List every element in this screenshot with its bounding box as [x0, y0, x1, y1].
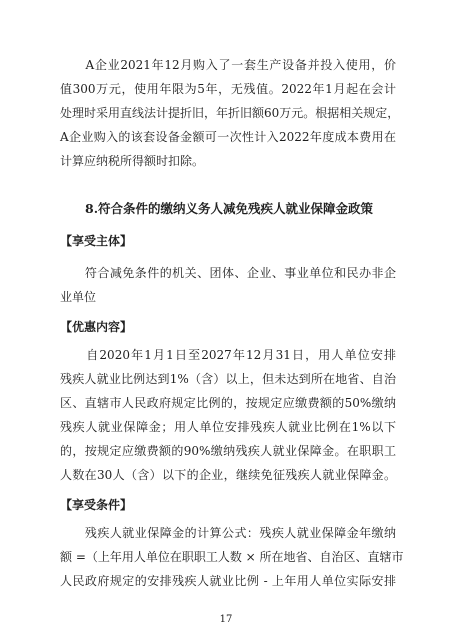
content-heading: 【优惠内容】: [60, 320, 133, 334]
content-line-2: 残疾人就业比例达到1%（含）以上，但未达到所在地省、自治: [60, 372, 396, 386]
example-line-3: 处理时采用直线法计提折旧，年折旧额60万元。根据相关规定，: [60, 106, 400, 120]
content-line-3: 区、直辖市人民政府规定比例的，按规定应缴费额的50%缴纳: [60, 396, 396, 410]
page-number: 17: [219, 614, 233, 625]
conditions-line-3: 人民政府规定的安排残疾人就业比例 - 上年用人单位实际安排: [60, 574, 396, 588]
beneficiary-heading: 【享受主体】: [60, 234, 133, 248]
example-line-1: A企业2021年12月购入了一套生产设备并投入使用，价: [60, 58, 396, 72]
conditions-heading: 【享受条件】: [60, 498, 133, 512]
beneficiary-line-1: 符合减免条件的机关、团体、企业、事业单位和民办非企: [60, 266, 396, 280]
content-line-5: 的，按规定应缴费额的90%缴纳残疾人就业保障金。在职职工: [60, 444, 396, 458]
content-line-1: 自2020年1月1日至2027年12月31日，用人单位安排: [60, 348, 396, 362]
example-line-5: 计算应纳税所得额时扣除。: [60, 154, 205, 168]
example-line-2: 值300万元，使用年限为5年，无残值。2022年1月起在会计: [60, 82, 396, 96]
content-line-6: 人数在30人（含）以下的企业，继续免征残疾人就业保障金。: [60, 468, 396, 482]
section-title: 8.符合条件的缴纳义务人减免残疾人就业保障金政策: [60, 201, 374, 216]
conditions-line-1: 残疾人就业保障金的计算公式：残疾人就业保障金年缴纳: [60, 526, 396, 540]
example-line-4: A企业购入的该套设备金额可一次性计入2022年度成本费用在: [60, 130, 396, 144]
beneficiary-line-2: 业单位: [60, 290, 97, 304]
conditions-line-2: 额 =（上年用人单位在职职工人数 × 所在地省、自治区、直辖市: [60, 550, 404, 564]
content-line-4: 残疾人就业保障金；用人单位安排残疾人就业比例在1%以下: [60, 420, 396, 434]
